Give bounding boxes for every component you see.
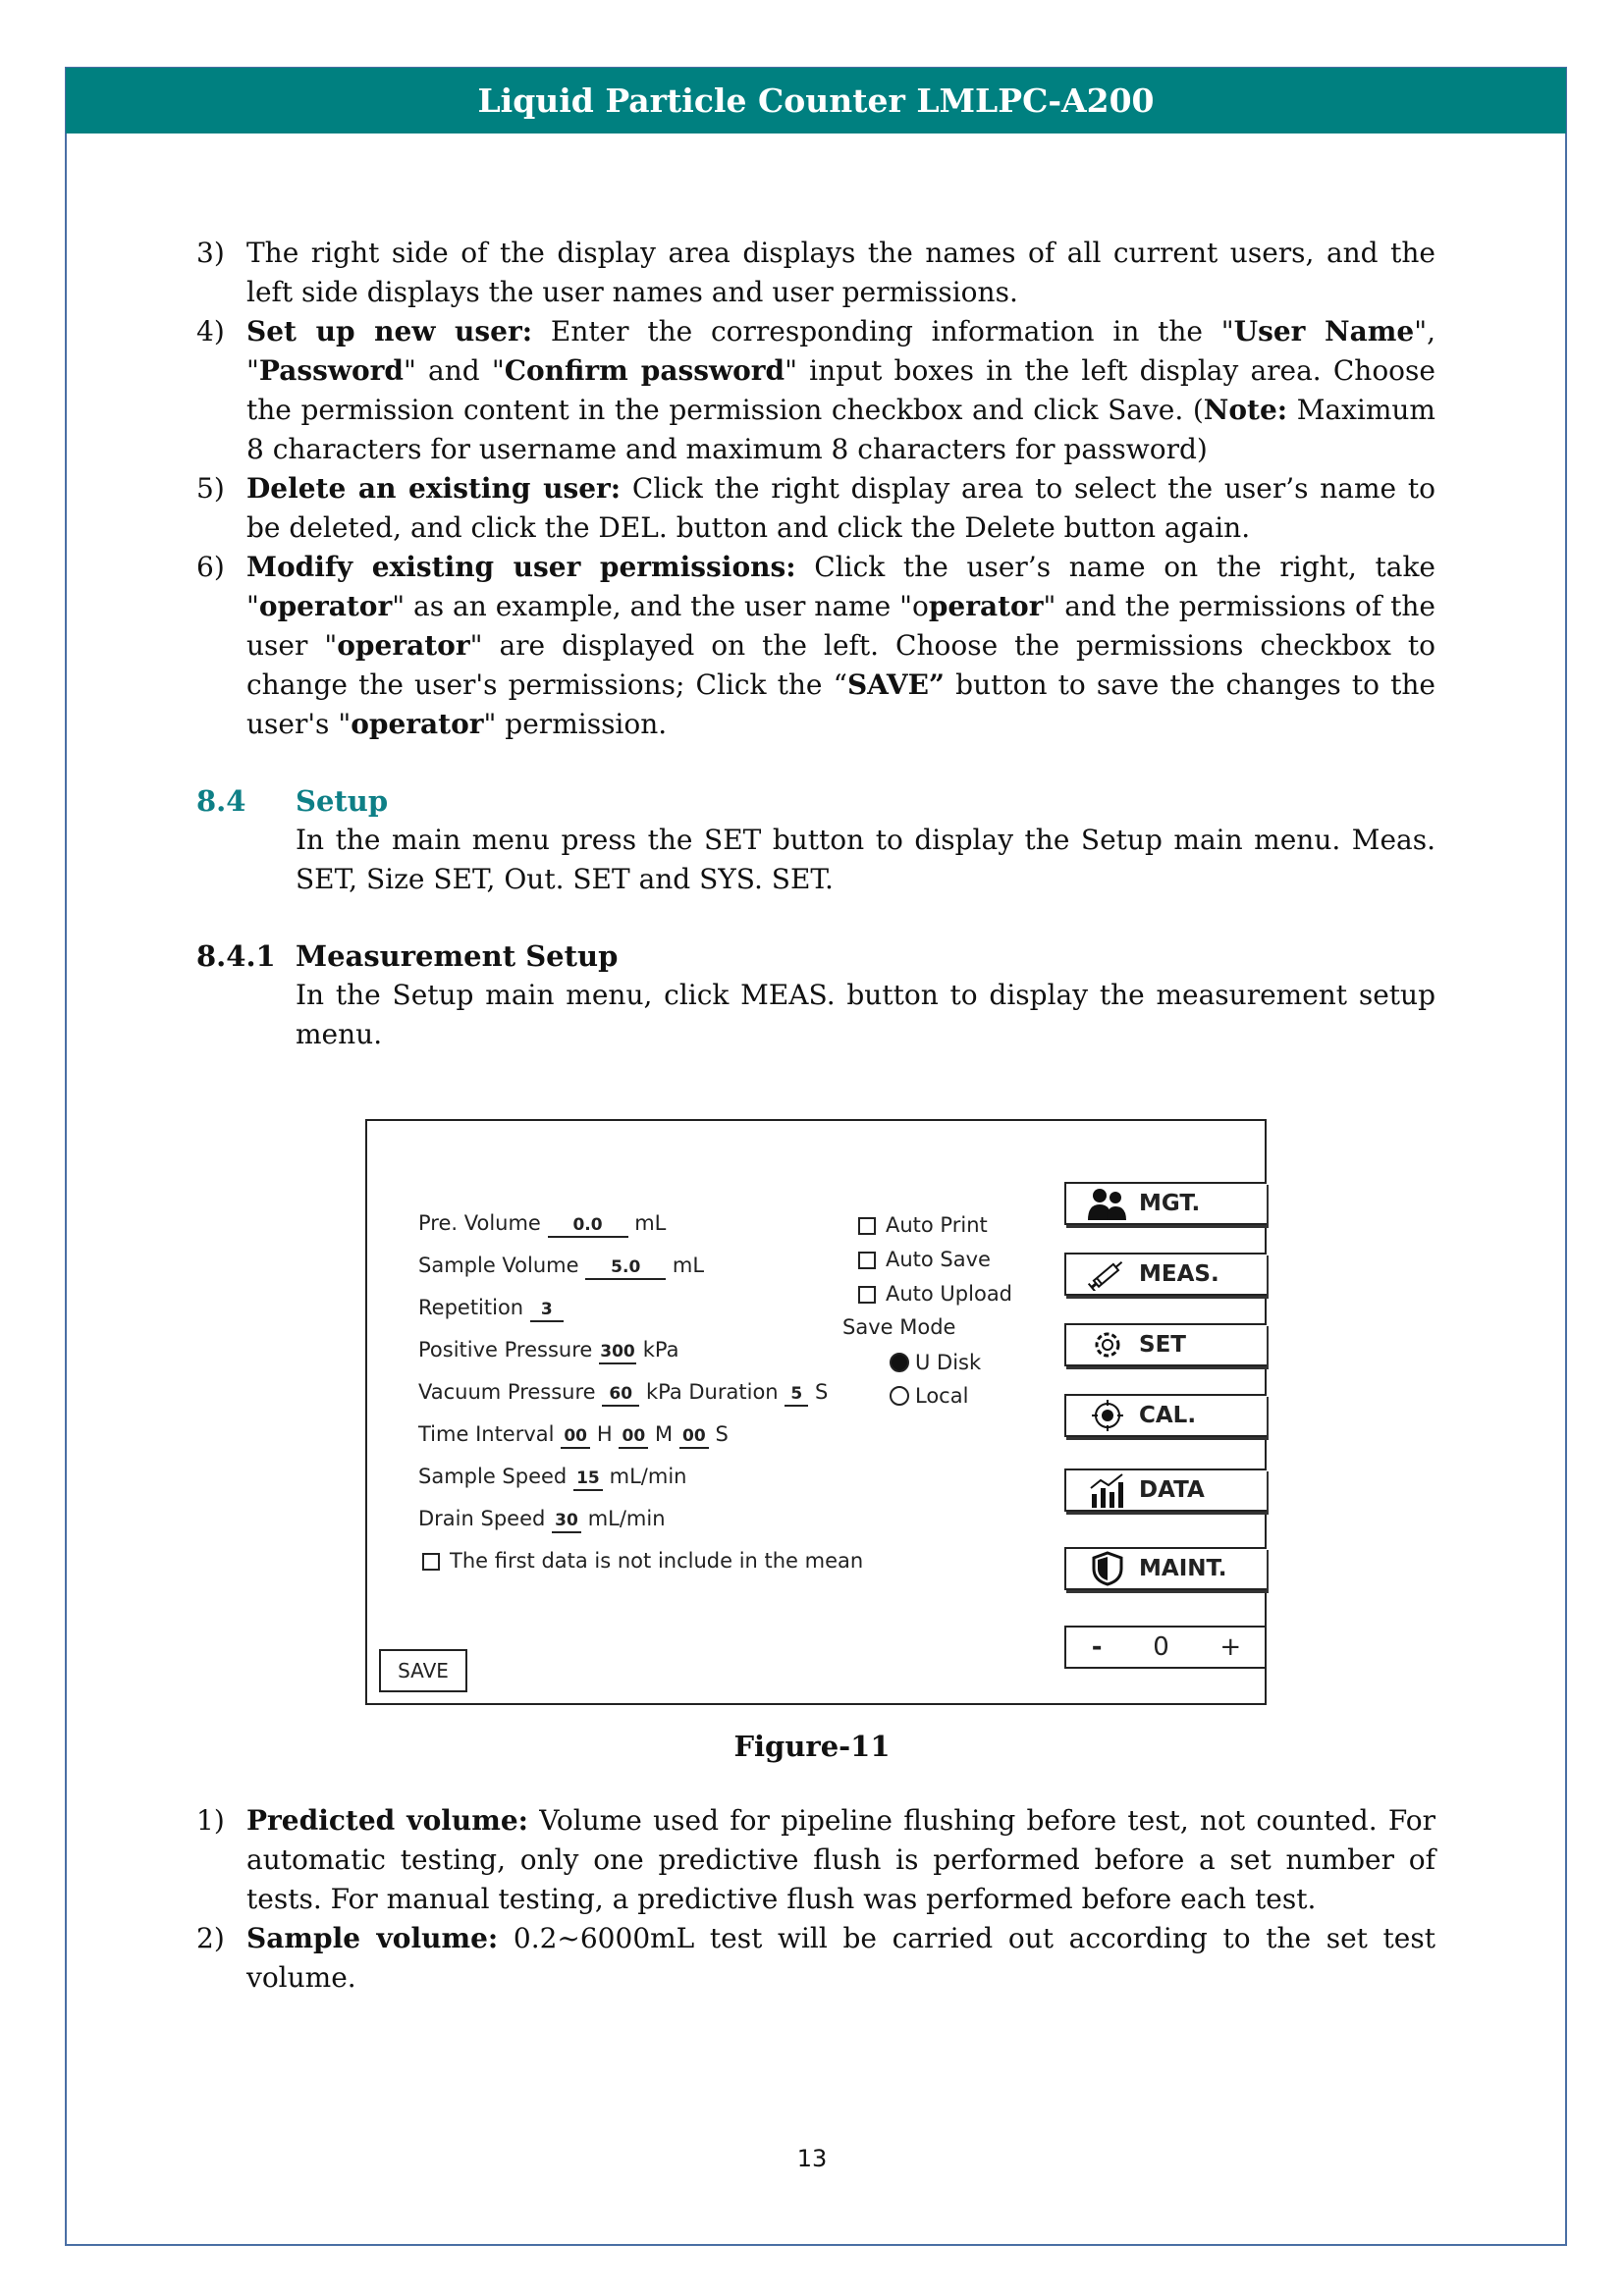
decrement-button[interactable]: - bbox=[1091, 1632, 1103, 1662]
vacuum-pressure-field[interactable]: 60 bbox=[602, 1383, 639, 1407]
subsection-heading-measurement-setup: 8.4.1 Measurement Setup bbox=[196, 939, 619, 973]
save-mode-label: Save Mode bbox=[842, 1315, 956, 1339]
subsection-paragraph: In the Setup main menu, click MEAS. button to display the measurement setup menu. bbox=[296, 979, 1435, 1050]
save-button[interactable]: SAVE bbox=[379, 1649, 467, 1692]
auto-save-checkbox[interactable] bbox=[858, 1252, 876, 1269]
sample-volume-field[interactable]: 5.0 bbox=[585, 1256, 666, 1280]
parameter-list bbox=[196, 1801, 1435, 1998]
list-item: 5) Delete an existing user: Click the right display area to select the user’s name to be deleted, and click the DEL. button and click the Delete button again. bbox=[196, 472, 1436, 544]
set-button[interactable]: SET bbox=[1064, 1323, 1267, 1366]
sample-speed-row: Sample Speed 15 mL/min bbox=[418, 1465, 686, 1491]
target-icon bbox=[1086, 1398, 1129, 1433]
value-stepper bbox=[1064, 1626, 1267, 1669]
list-item: 2) Sample volume: 0.2~6000mL test will be carried out according to the set test volume. bbox=[196, 1922, 1435, 1994]
measurement-setup-figure bbox=[365, 1119, 1267, 1705]
section-paragraph: In the main menu press the SET button to display the Setup main menu. Meas. SET, Size SET, Out. SET and SYS. SET. bbox=[296, 824, 1435, 895]
vacuum-pressure-row: Vacuum Pressure 60 kPa Duration 5 S bbox=[418, 1380, 828, 1407]
sample-volume-row: Sample Volume 5.0 mL bbox=[418, 1254, 704, 1280]
increment-button[interactable]: + bbox=[1219, 1632, 1242, 1662]
drain-speed-row: Drain Speed 30 mL/min bbox=[418, 1507, 666, 1533]
u-disk-radio[interactable] bbox=[890, 1353, 909, 1372]
auto-print-option[interactable]: Auto Print bbox=[858, 1213, 988, 1237]
time-interval-row: Time Interval 00 H 00 M 00 S bbox=[418, 1422, 729, 1449]
pre-volume-field[interactable]: 0.0 bbox=[548, 1214, 628, 1238]
users-icon bbox=[1086, 1186, 1129, 1221]
figure-caption: Figure-11 bbox=[733, 1730, 891, 1763]
auto-upload-checkbox[interactable] bbox=[858, 1286, 876, 1304]
syringe-icon bbox=[1086, 1256, 1129, 1292]
user-steps-list bbox=[196, 234, 1435, 744]
data-button[interactable]: DATA bbox=[1064, 1468, 1267, 1512]
mgt-button[interactable]: MGT. bbox=[1064, 1182, 1267, 1225]
drain-speed-field[interactable]: 30 bbox=[552, 1510, 581, 1533]
auto-save-option[interactable]: Auto Save bbox=[858, 1248, 991, 1271]
main-content bbox=[196, 234, 1435, 1054]
interval-minutes-field[interactable]: 00 bbox=[619, 1425, 648, 1449]
positive-pressure-field[interactable]: 300 bbox=[599, 1341, 636, 1364]
shield-icon bbox=[1086, 1551, 1129, 1586]
stepper-value: 0 bbox=[1153, 1632, 1169, 1662]
list-item: 6) Modify existing user permissions: Click the user’s name on the right, take "operator" as an example, and the user name "operator" and the permissions of the user "operator" are displayed on the left. Choose the permissions checkbox to change the user's permissions; Click the “SAVE” button to save the changes to the user's "operator" permission. bbox=[196, 551, 1436, 740]
interval-seconds-field[interactable]: 00 bbox=[679, 1425, 709, 1449]
u-disk-option[interactable]: U Disk bbox=[890, 1351, 981, 1374]
pre-volume-row: Pre. Volume 0.0 mL bbox=[418, 1211, 666, 1238]
list-item: 1) Predicted volume: Volume used for pipeline flushing before test, not counted. For automatic testing, only one predictive flush is performed before a set number of tests. For manual testing, a predictive flush was performed before each test. bbox=[196, 1804, 1435, 1915]
first-data-option[interactable]: The first data is not include in the mean bbox=[422, 1549, 863, 1573]
repetition-field[interactable]: 3 bbox=[530, 1299, 564, 1322]
list-item: 3) The right side of the display area displays the names of all current users, and the left side displays the user names and user permissions. bbox=[196, 237, 1435, 308]
gear-icon bbox=[1086, 1327, 1129, 1362]
positive-pressure-row: Positive Pressure 300 kPa bbox=[418, 1338, 678, 1364]
first-data-checkbox[interactable] bbox=[422, 1553, 440, 1571]
parameter-descriptions bbox=[196, 1801, 1435, 1998]
cal-button[interactable]: CAL. bbox=[1064, 1394, 1267, 1437]
maint-button[interactable]: MAINT. bbox=[1064, 1547, 1267, 1590]
local-radio[interactable] bbox=[890, 1386, 909, 1406]
duration-field[interactable]: 5 bbox=[785, 1383, 808, 1407]
document-header: Liquid Particle Counter LMLPC-A200 bbox=[66, 68, 1566, 133]
sample-speed-field[interactable]: 15 bbox=[573, 1468, 603, 1491]
auto-upload-option[interactable]: Auto Upload bbox=[858, 1282, 1012, 1306]
interval-hours-field[interactable]: 00 bbox=[561, 1425, 590, 1449]
repetition-row: Repetition 3 bbox=[418, 1296, 564, 1322]
section-heading-setup: 8.4 Setup bbox=[196, 784, 389, 818]
chart-icon bbox=[1086, 1472, 1129, 1508]
meas-button[interactable]: MEAS. bbox=[1064, 1253, 1267, 1296]
page-number: 13 bbox=[796, 2145, 828, 2172]
auto-print-checkbox[interactable] bbox=[858, 1217, 876, 1235]
local-option[interactable]: Local bbox=[890, 1384, 968, 1408]
list-item: 4) Set up new user: Enter the corresponding information in the "User Name", "Password" and "Confirm password" input boxes in the left display area. Choose the permission content in the permission checkbox and click Save. (Note: Maximum 8 characters for username and maximum 8 characters for password) bbox=[196, 315, 1435, 465]
